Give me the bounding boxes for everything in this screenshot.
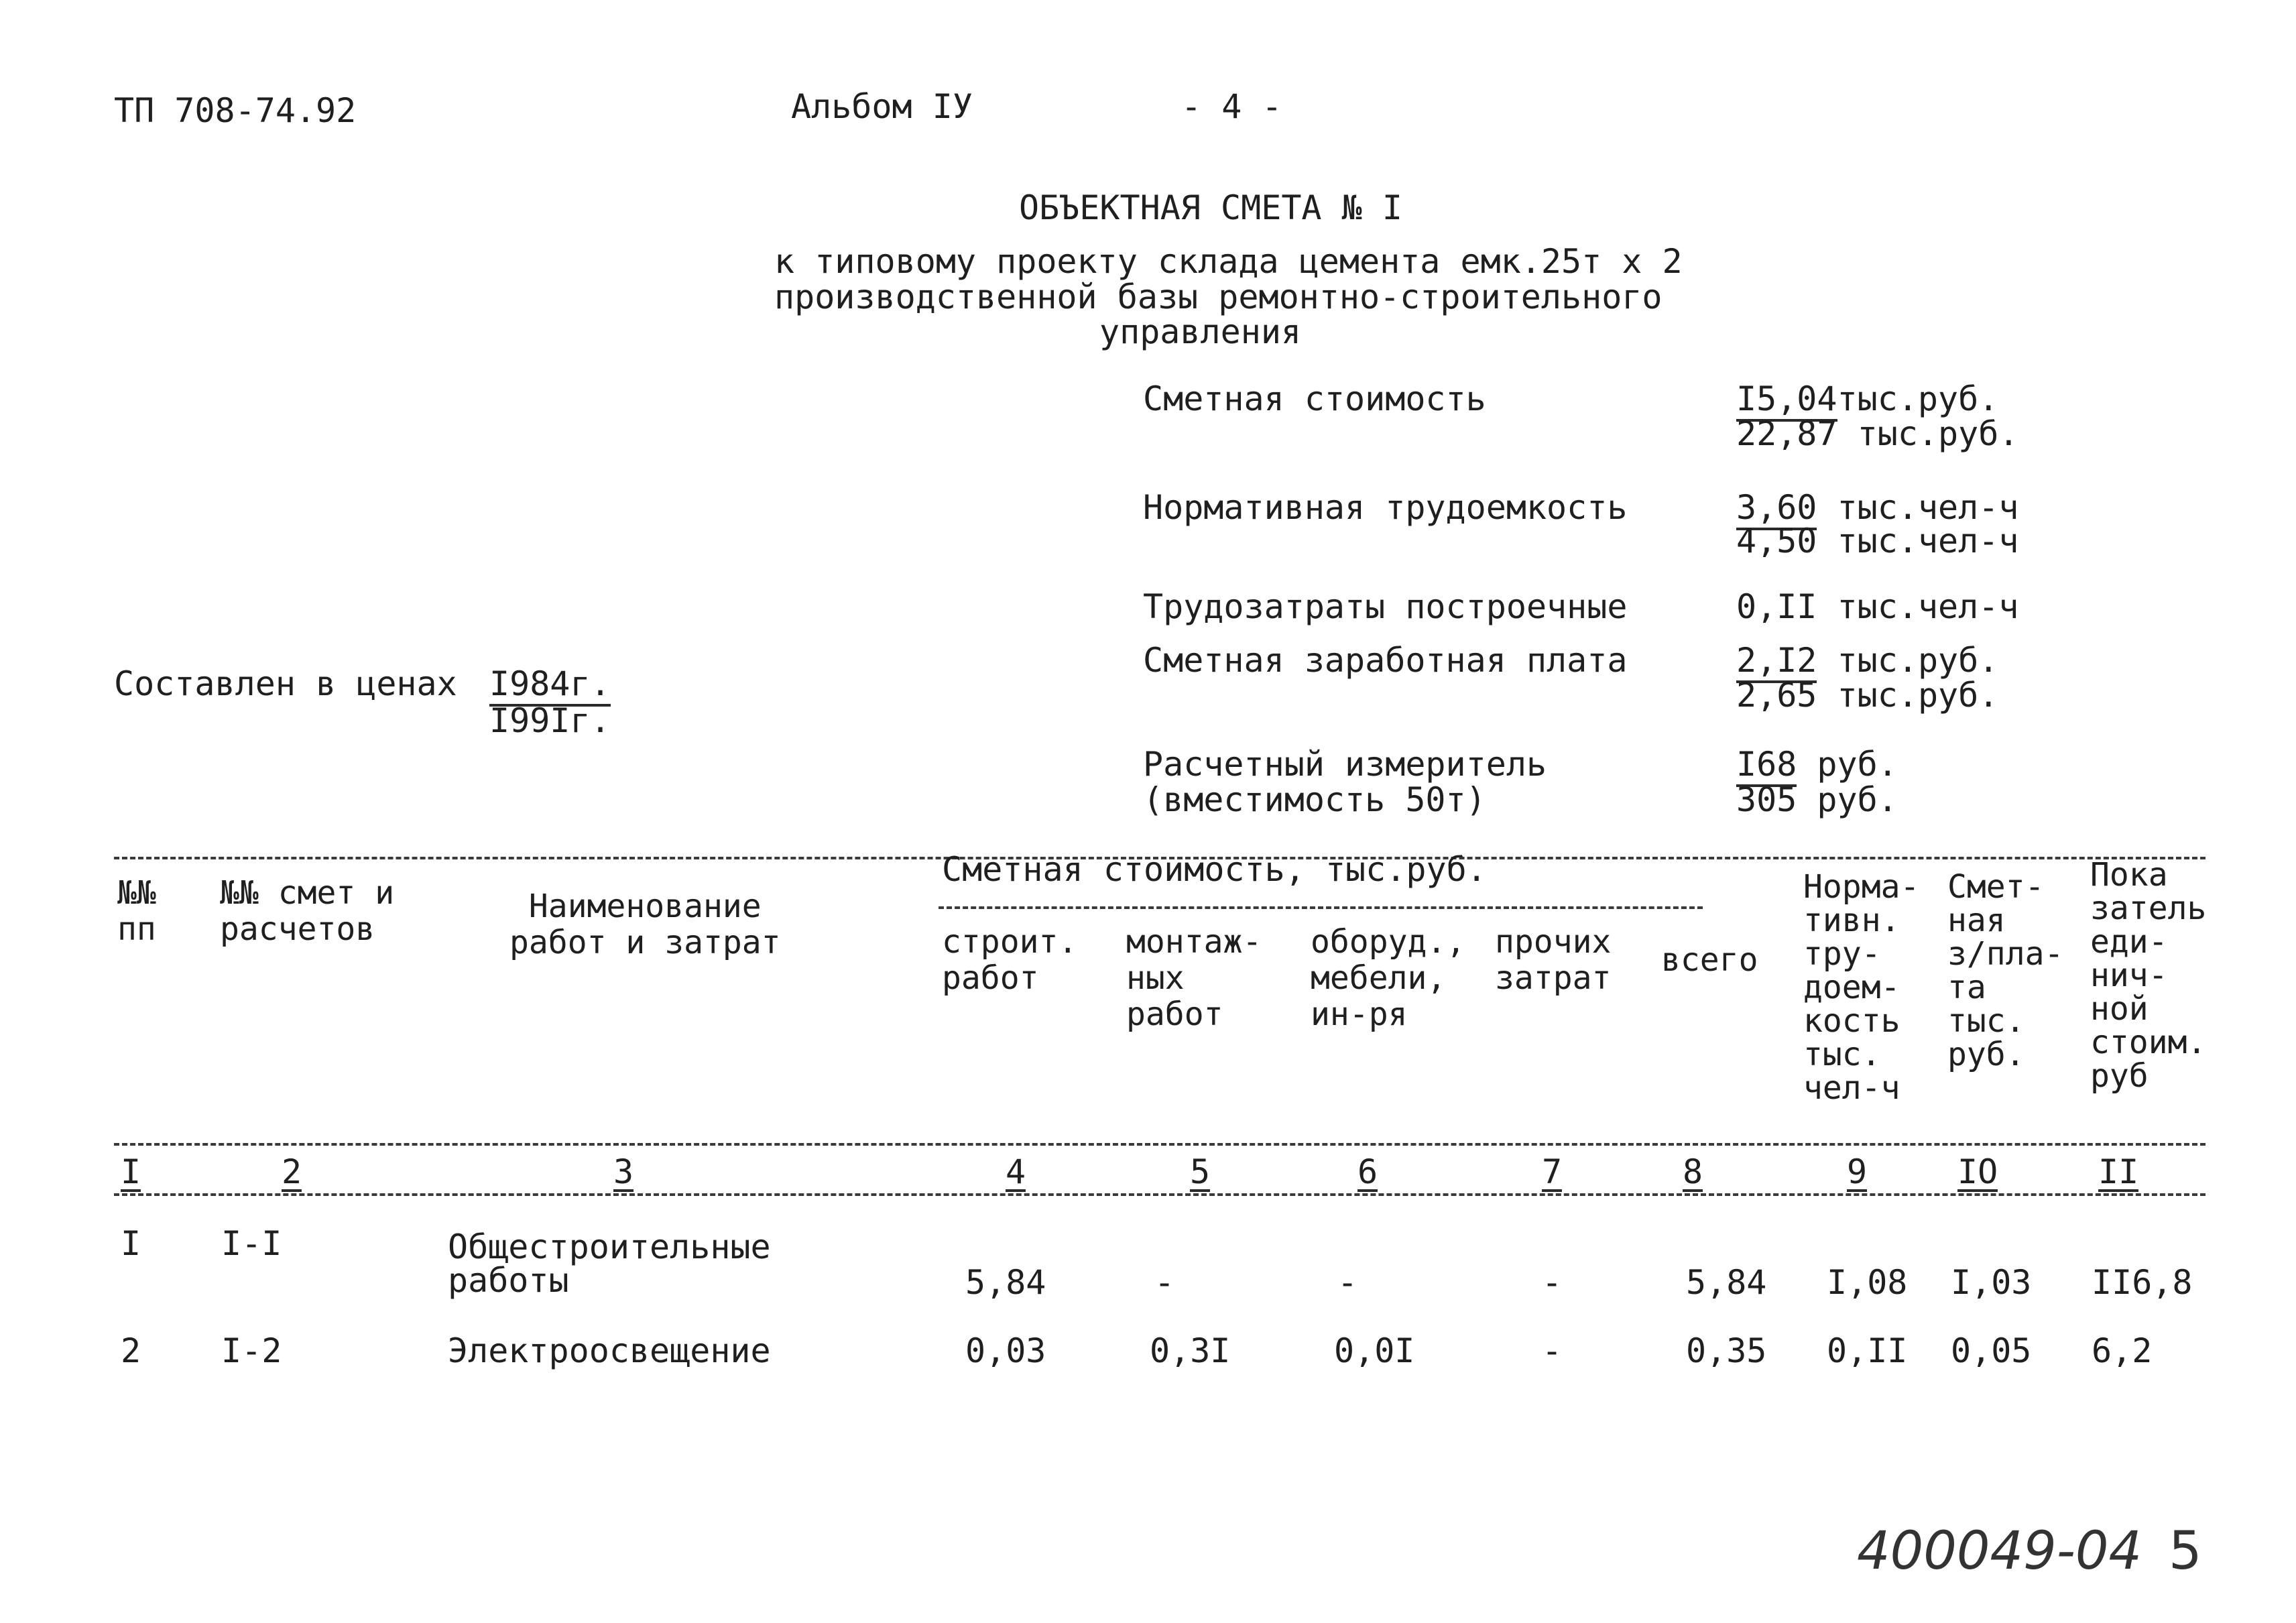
row2-unit-cost: 6,2 [2092,1331,2153,1370]
header-cost-group: Сметная стоимость, тыс.руб. [942,850,1487,889]
estimate-subtitle-2: производственной базы ремонтно-строительного [774,278,1663,316]
col-number-3: 3 [613,1152,634,1191]
prices-year-1991: I99Iг. [489,701,611,740]
header-col-wage: Смет- ная з/пла- та тыс. руб. [1947,868,2064,1073]
estimate-subtitle-3: управления [1099,312,1302,351]
header-col-name: Наименование работ и затрат [509,888,781,961]
row1-wage: I,03 [1951,1263,2032,1302]
header-col-equip: оборуд., мебели, ин-ря [1311,923,1466,1033]
cost-value-1984: I5,04тыс.руб. [1736,382,1998,416]
row1-build: 5,84 [965,1263,1046,1302]
header-col-other: прочих затрат [1495,923,1612,997]
col-number-6: 6 [1357,1152,1378,1191]
header-col-total: всего [1661,941,1758,979]
header-col-build: строит. работ [942,923,1078,997]
prices-year-1984: I984г. [489,667,611,701]
header-col-refs: №№ смет и расчетов [220,874,395,948]
row1-other: - [1542,1263,1563,1302]
column-numbers-rule [114,1193,2206,1196]
wage-value-1984: 2,I2 тыс.руб. [1736,644,1998,677]
document-code: ТП 708-74.92 [114,91,357,130]
row2-labor: 0,II [1827,1331,1908,1370]
col-number-8: 8 [1683,1152,1703,1191]
row2-total: 0,35 [1686,1331,1767,1370]
row1-unit-cost: II6,8 [2092,1263,2193,1302]
col-number-5: 5 [1190,1152,1211,1191]
prices-label: Составлен в ценах [114,664,457,703]
col-number-11: II [2098,1152,2139,1191]
wage-label: Сметная заработная плата [1143,641,1628,680]
sheet-number: 5 [2169,1521,2202,1581]
row1-name-line2: работы [448,1261,569,1300]
row1-ref: I-I [221,1224,282,1263]
col-number-9: 9 [1847,1152,1868,1191]
row2-build: 0,03 [965,1331,1046,1370]
meter-value-1984: I68 руб. [1736,747,1898,781]
row2-ref: I-2 [221,1331,282,1370]
row2-number: 2 [121,1331,141,1370]
row1-total: 5,84 [1686,1263,1767,1302]
page-number: - 4 - [1181,87,1282,126]
meter-value-1991: 305 руб. [1736,780,1898,819]
album-label: Альбом IУ [791,87,973,126]
cost-label: Сметная стоимость [1143,379,1486,418]
row2-wage: 0,05 [1951,1331,2032,1370]
labor-label: Нормативная трудоемкость [1143,488,1628,527]
col-number-2: 2 [282,1152,302,1191]
col-number-1: I [121,1152,141,1191]
col-number-10: IO [1957,1152,1998,1191]
row1-name-line1: Общестроительные [448,1227,771,1266]
header-col-unit-cost: Пока затель еди- нич- ной стоим. руб [2090,856,2207,1095]
row2-name-line1: Электроосвещение [448,1331,771,1370]
labor-value-1984: 3,60 тыс.чел-ч [1736,491,2018,524]
estimate-subtitle-1: к типовому проекту склада цемента емк.25т х 2 [774,242,1683,281]
inventory-number: 400049-04 [1857,1521,2142,1581]
estimate-title: ОБЪЕКТНАЯ СМЕТА № I [1019,188,1402,227]
col-number-7: 7 [1542,1152,1563,1191]
header-col-labor: Норма- тивн. тру- доем- кость тыс. чел-ч [1803,868,1920,1107]
post-labor-value: 0,II тыс.чел-ч [1736,587,2019,626]
cost-value-1991: 22,87 тыс.руб. [1736,414,2019,453]
header-bottom-rule [114,1143,2206,1146]
post-labor-label: Трудозатраты построечные [1143,587,1628,626]
header-col-mount: монтаж- ных работ [1126,923,1262,1033]
row1-labor: I,08 [1827,1263,1908,1302]
row2-equip: 0,0I [1334,1331,1415,1370]
labor-value-1991: 4,50 тыс.чел-ч [1736,522,2019,560]
meter-label-1: Расчетный измеритель [1143,745,1547,784]
row1-equip: - [1337,1263,1358,1302]
meter-label-2: (вместимость 50т) [1143,780,1486,819]
row2-mount: 0,3I [1150,1331,1231,1370]
col-number-4: 4 [1006,1152,1026,1191]
row1-mount: - [1154,1263,1175,1302]
row2-other: - [1542,1331,1563,1370]
wage-value-1991: 2,65 тыс.руб. [1736,676,1999,715]
header-col-pp: №№ пп [117,874,156,948]
group-header-rule [939,906,1703,909]
row1-number: I [121,1224,141,1263]
